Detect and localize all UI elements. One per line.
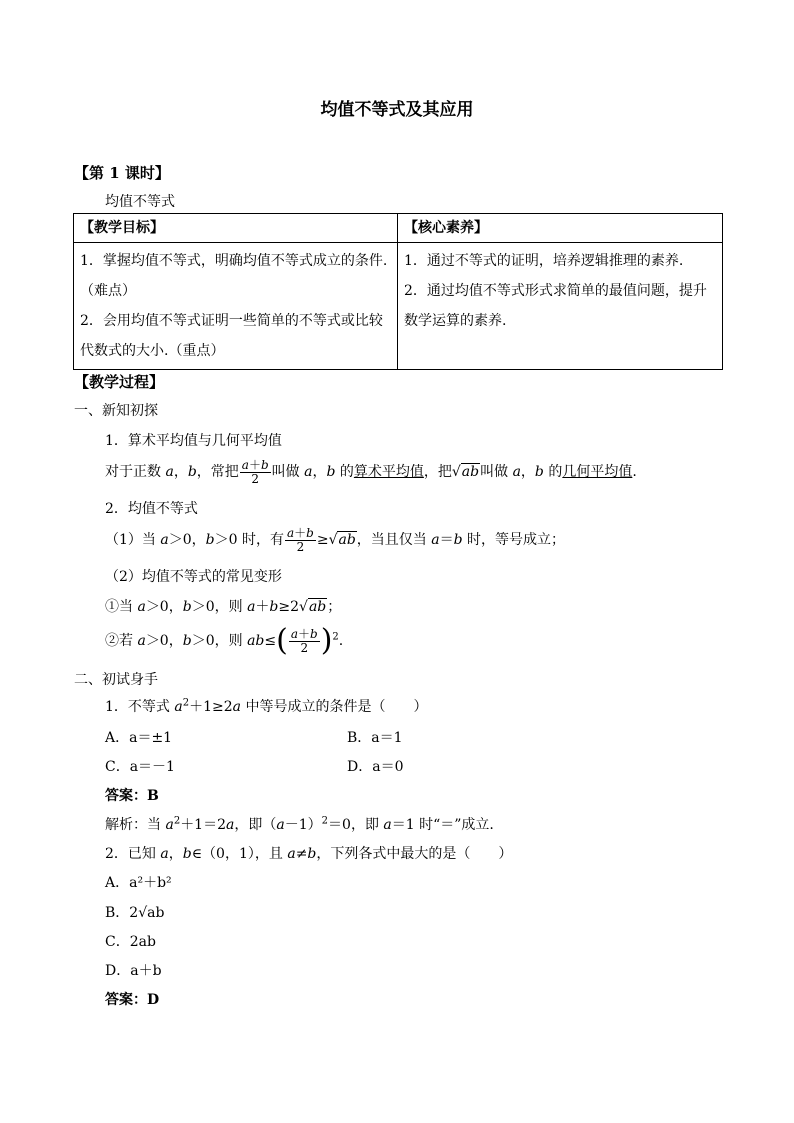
core-literacy-item: 2．通过均值不等式形式求简单的最值问题，提升数学运算的素养.: [404, 283, 707, 329]
section1-title: 一、新知初探: [74, 403, 158, 419]
q2-option-d: D．a＋b: [105, 963, 162, 979]
lesson-topic: 均值不等式: [105, 194, 175, 210]
lesson-label: 【第 1 课时】: [74, 164, 170, 182]
q1-stem: 1．不等式 $a^2+1\ge 2a$ 中等号成立的条件是（ ）: [105, 697, 428, 715]
teaching-goal-item: 1．掌握均值不等式，明确均值不等式成立的条件.（难点）: [80, 253, 388, 299]
core-literacy-cell: [398, 243, 723, 370]
core-literacy-item: 1．通过不等式的证明，培养逻辑推理的素养.: [404, 253, 684, 269]
teaching-goals-header: 【教学目标】: [74, 214, 398, 243]
page-title: 均值不等式及其应用: [320, 100, 474, 120]
q1-option-d: D．a＝0: [347, 759, 404, 775]
am-fraction: $\frac{a+b}{2}$: [241, 457, 269, 486]
common-variants-title: （2）均值不等式的常见变形: [105, 569, 282, 585]
item2-title: 2．均值不等式: [105, 501, 198, 517]
item1-text: 对于正数 a，b，常把 $\frac{a+b}{2}$ 叫做 a，b 的算术平均值，把√ab叫做 a，b 的几何平均值.: [105, 457, 637, 486]
q1-option-c: C．a＝－1: [105, 759, 175, 775]
teaching-goal-item: 2．会用均值不等式证明一些简单的不等式或比较代数式的大小.（重点）: [80, 313, 383, 359]
variant-1: ①当 a＞0，b＞0，则 a＋b≥2√ab；: [105, 599, 342, 615]
am-term: 算术平均值: [353, 464, 424, 480]
gm-term: 几何平均值: [562, 464, 633, 480]
section2-title: 二、初试身手: [74, 672, 158, 688]
q2-option-c: C．2ab: [105, 934, 156, 950]
q2-option-b: B．2√ab: [105, 905, 165, 921]
q1-option-b: B．a＝1: [347, 730, 403, 746]
variant-2: ②若 a＞0，b＞0，则 ab≤( $\frac{a+b}{2}$ )$^2$.: [105, 623, 344, 658]
goals-table: [73, 213, 723, 370]
q1-analysis: 解析：当 $a^2+1=2a$，即$(a-1)^2=0$，即 a＝1 时“＝”成立.: [105, 815, 494, 833]
q2-answer: 答案：D: [105, 992, 160, 1008]
q2-option-a: A．a²＋b²: [105, 875, 172, 891]
core-literacy-header: 【核心素养】: [398, 214, 723, 243]
mean-inequality-line: （1）当 a＞0，b＞0 时，有 $\frac{a+b}{2}$ ≥√ab，当且仅当 a＝b 时，等号成立；: [105, 525, 566, 554]
q2-stem: 2．已知 a，b∈（0，1），且 a≠b，下列各式中最大的是（ ）: [105, 846, 513, 862]
process-header: 【教学过程】: [74, 373, 165, 391]
item1-title: 1．算术平均值与几何平均值: [105, 433, 282, 449]
q1-option-a: A．a＝±1: [105, 730, 173, 746]
teaching-goals-cell: [74, 243, 398, 370]
q1-answer: 答案：B: [105, 788, 159, 804]
